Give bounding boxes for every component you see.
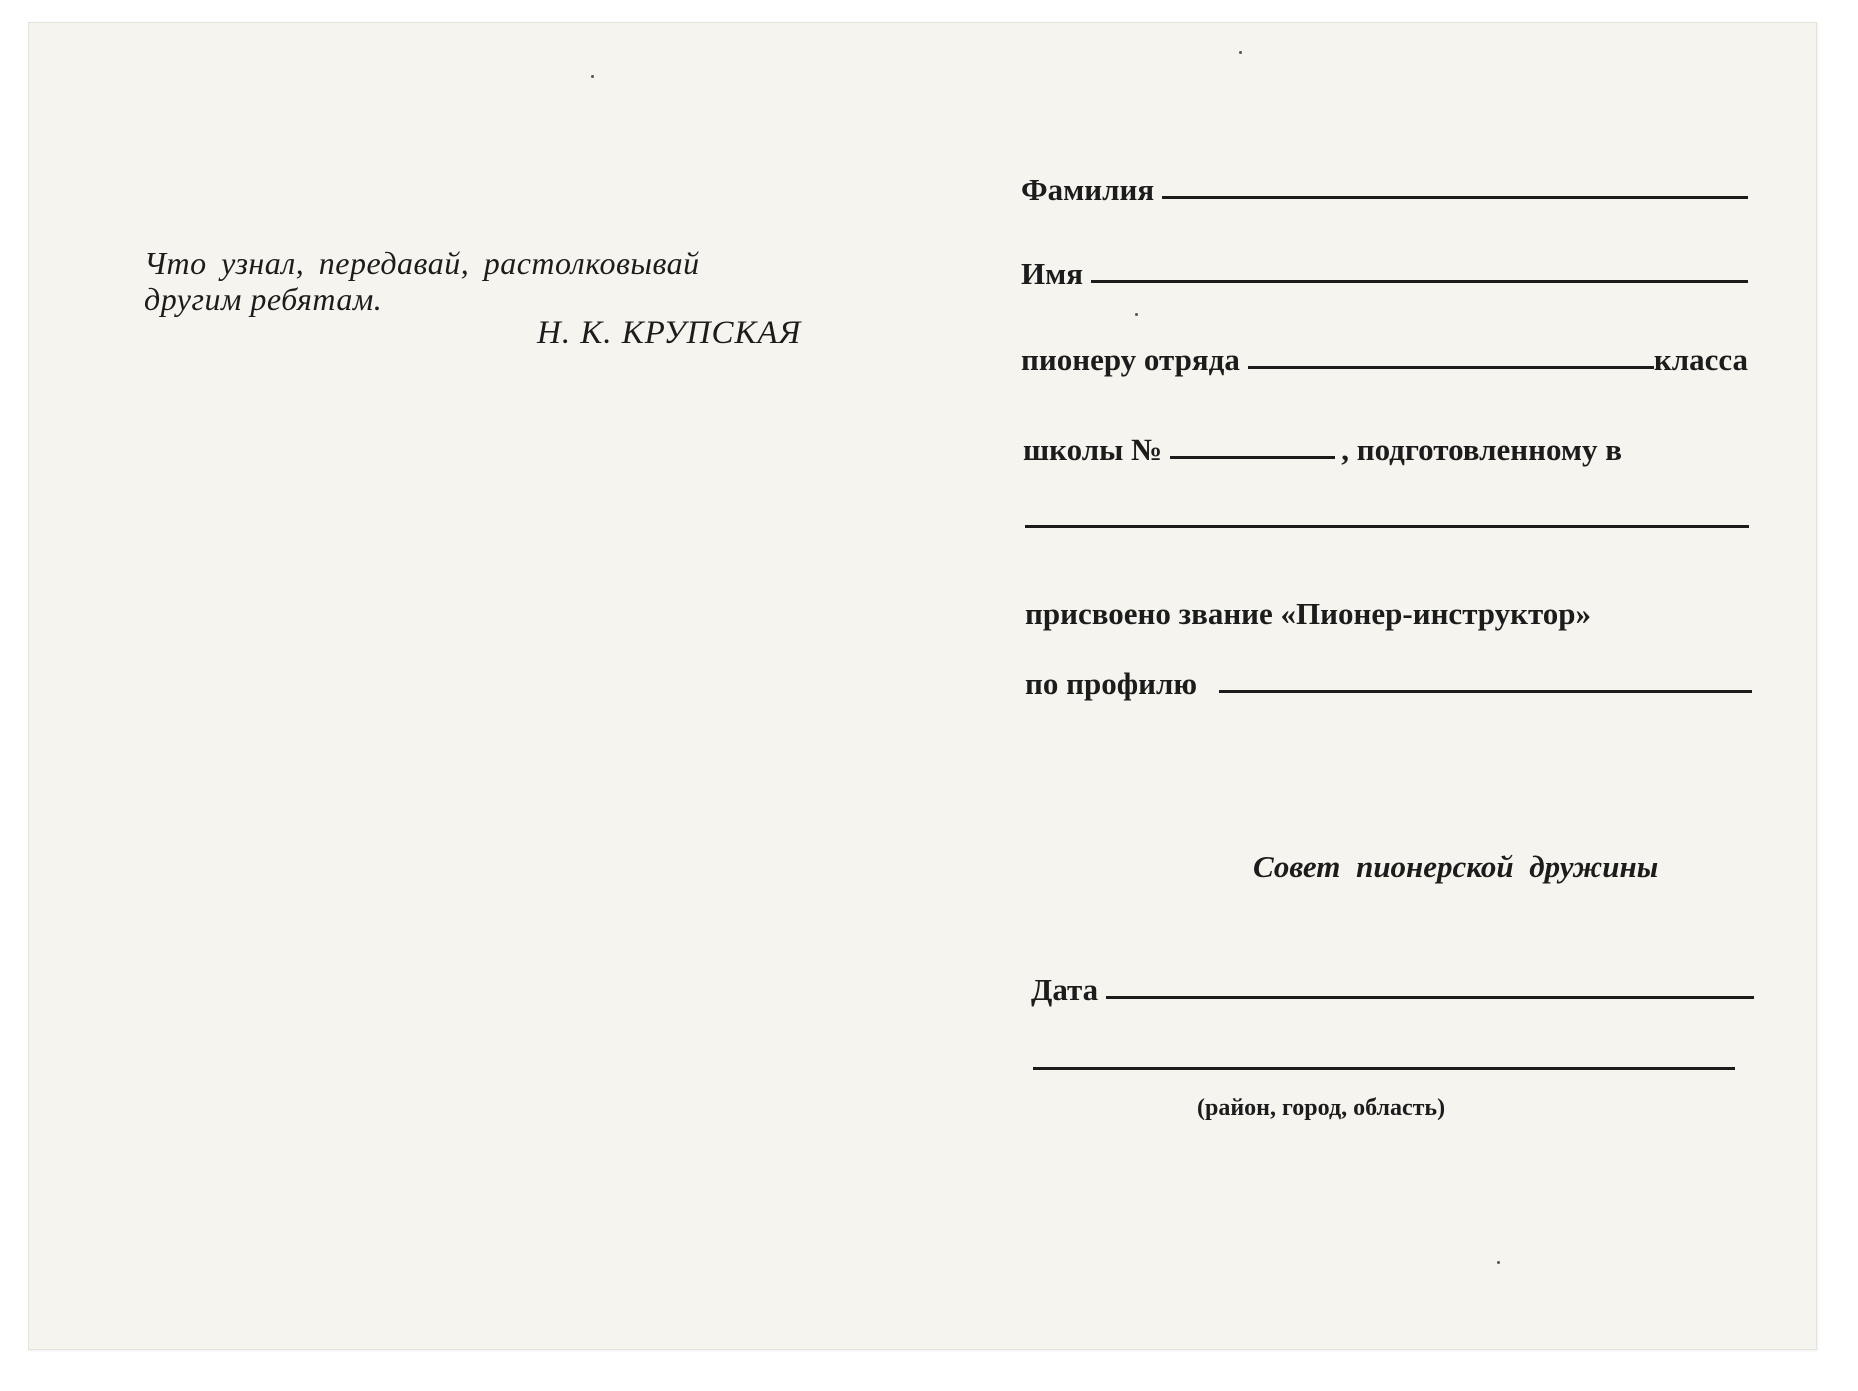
squad-blank[interactable] [1248, 366, 1654, 369]
surname-blank[interactable] [1162, 196, 1748, 199]
quote-line-1: Что узнал, передавай, растолковывай [144, 245, 700, 281]
location-caption: (район, город, область) [1197, 1095, 1446, 1121]
quote [144, 245, 864, 317]
squad-label: пионеру отряда [1021, 342, 1240, 377]
surname-label: Фамилия [1021, 172, 1155, 207]
paper-speck [1497, 1261, 1500, 1264]
date-label: Дата [1031, 972, 1099, 1007]
awarded-text: присвоено звание «Пионер-инструктор» [1025, 596, 1592, 631]
certificate-sheet [28, 22, 1817, 1350]
date-blank[interactable] [1106, 996, 1754, 999]
school-number-blank[interactable] [1170, 456, 1335, 459]
squad-row [1021, 343, 1748, 379]
quote-line-2: другим ребятам. [144, 281, 383, 317]
name-blank[interactable] [1091, 280, 1748, 283]
school-label: школы № [1023, 432, 1163, 467]
school-row [1023, 433, 1750, 469]
name-label: Имя [1021, 256, 1083, 291]
council-signature: Совет пионерской дружины [1253, 849, 1659, 884]
paper-speck [1135, 313, 1138, 316]
quote-author: Н. К. КРУПСКАЯ [537, 315, 802, 351]
profile-row [1025, 667, 1752, 703]
profile-label: по профилю [1025, 666, 1198, 701]
class-label: класса [1653, 342, 1748, 377]
prepared-place-blank[interactable] [1025, 525, 1749, 528]
paper-speck [591, 75, 594, 78]
profile-blank[interactable] [1219, 690, 1752, 693]
date-row [1031, 973, 1754, 1009]
prepared-label: , подготовленному в [1341, 432, 1623, 467]
surname-row [1021, 173, 1748, 209]
paper-speck [1239, 51, 1242, 54]
name-row [1021, 257, 1748, 293]
location-blank[interactable] [1033, 1067, 1735, 1070]
